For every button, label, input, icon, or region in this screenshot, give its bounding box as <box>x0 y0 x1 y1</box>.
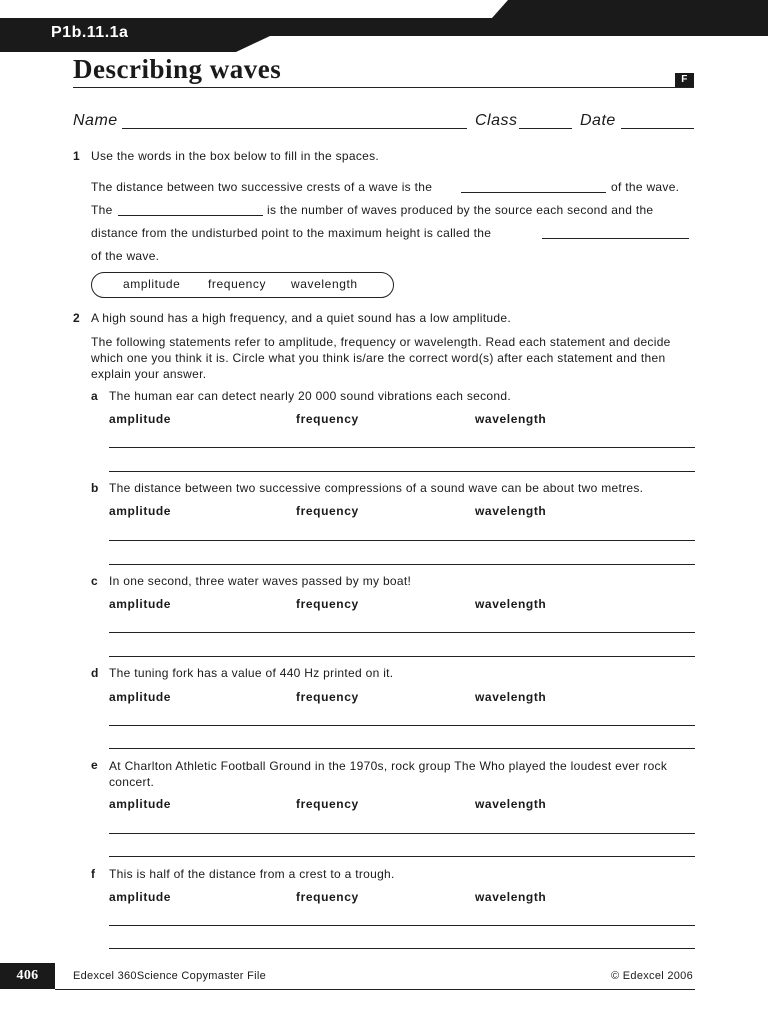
item-f-text: This is half of the distance from a crest to a trough. <box>109 867 395 881</box>
word-box-item-wavelength: wavelength <box>291 277 358 291</box>
item-a-answer-line-1[interactable] <box>109 447 695 448</box>
item-e-answer-line-2[interactable] <box>109 856 695 857</box>
q1-blank-2[interactable] <box>118 215 263 216</box>
class-label: Class <box>475 112 518 129</box>
item-b-choice-frequency[interactable]: frequency <box>296 504 359 518</box>
item-d-answer-line-2[interactable] <box>109 748 695 749</box>
item-e-text: At Charlton Athletic Football Ground in the 1970s, rock group The Who played the loudest ever rock concert. <box>109 759 668 789</box>
item-e-choice-wavelength[interactable]: wavelength <box>475 797 547 811</box>
question-2-intro: A high sound has a high frequency, and a quiet sound has a low amplitude. <box>91 311 511 325</box>
item-c-choice-wavelength[interactable]: wavelength <box>475 597 547 611</box>
item-b-choice-wavelength[interactable]: wavelength <box>475 504 547 518</box>
footer-source: Edexcel 360Science Copymaster File <box>73 970 267 982</box>
item-f-choice-amplitude[interactable]: amplitude <box>109 890 172 904</box>
page-title: Describing waves <box>73 54 282 84</box>
item-c-text: In one second, three water waves passed by my boat! <box>109 574 412 588</box>
item-c-answer-line-2[interactable] <box>109 656 695 657</box>
date-field[interactable] <box>621 128 694 129</box>
item-b-text: The distance between two successive compressions of a sound wave can be about two metres. <box>109 481 644 495</box>
item-e-choice-frequency[interactable]: frequency <box>296 797 359 811</box>
worksheet-code: P1b.11.1a <box>51 24 129 41</box>
item-d-letter: d <box>91 666 99 680</box>
q1-line2-start: The <box>91 203 113 217</box>
item-a-choice-wavelength[interactable]: wavelength <box>475 412 547 426</box>
question-1-prompt: Use the words in the box below to fill in the spaces. <box>91 149 380 163</box>
item-d-choice-wavelength[interactable]: wavelength <box>475 690 547 704</box>
question-2-number: 2 <box>73 311 80 325</box>
item-e-letter: e <box>91 758 98 772</box>
item-c-answer-line-1[interactable] <box>109 632 695 633</box>
q1-blank-3[interactable] <box>542 238 689 239</box>
item-f-letter: f <box>91 867 96 881</box>
item-d-choice-amplitude[interactable]: amplitude <box>109 690 172 704</box>
item-f-answer-line-1[interactable] <box>109 925 695 926</box>
item-e-answer-line-1[interactable] <box>109 833 695 834</box>
q1-line1-start: The distance between two successive crests of a wave is the <box>91 180 433 194</box>
question-2-instructions: The following statements refer to amplitude, frequency or wavelength. Read each statement and decide which one you think it is. Circle what you think is/are the correct word(s) after each statement and then explain your answer. <box>91 335 671 381</box>
item-a-letter: a <box>91 389 98 403</box>
item-c-letter: c <box>91 574 98 588</box>
word-box-item-frequency: frequency <box>208 277 267 291</box>
q1-line2-end: is the number of waves produced by the source each second and the <box>267 203 654 217</box>
item-f-choice-wavelength[interactable]: wavelength <box>475 890 547 904</box>
date-label: Date <box>580 112 616 129</box>
item-a-choice-frequency[interactable]: frequency <box>296 412 359 426</box>
item-f-choice-frequency[interactable]: frequency <box>296 890 359 904</box>
item-b-choice-amplitude[interactable]: amplitude <box>109 504 172 518</box>
item-d-choice-frequency[interactable]: frequency <box>296 690 359 704</box>
q1-blank-1[interactable] <box>461 192 606 193</box>
item-a-answer-line-2[interactable] <box>109 471 695 472</box>
footer-divider <box>55 989 695 990</box>
item-e-choice-amplitude[interactable]: amplitude <box>109 797 172 811</box>
q1-line4: of the wave. <box>91 249 160 263</box>
tier-badge: F <box>675 73 694 87</box>
item-d-answer-line-1[interactable] <box>109 725 695 726</box>
item-b-answer-line-2[interactable] <box>109 564 695 565</box>
item-b-letter: b <box>91 481 99 495</box>
item-d-text: The tuning fork has a value of 440 Hz printed on it. <box>109 666 394 680</box>
footer-copyright: © Edexcel 2006 <box>611 970 694 982</box>
q1-line1-end: of the wave. <box>611 180 680 194</box>
page-number: 406 <box>0 963 55 989</box>
item-c-choice-amplitude[interactable]: amplitude <box>109 597 172 611</box>
item-b-answer-line-1[interactable] <box>109 540 695 541</box>
title-divider <box>73 87 694 88</box>
name-field[interactable] <box>122 128 467 129</box>
class-field[interactable] <box>519 128 572 129</box>
question-1-number: 1 <box>73 149 80 163</box>
q1-line3-start: distance from the undisturbed point to the maximum height is called the <box>91 226 492 240</box>
word-box-item-amplitude: amplitude <box>123 277 181 291</box>
item-a-choice-amplitude[interactable]: amplitude <box>109 412 172 426</box>
item-f-answer-line-2[interactable] <box>109 948 695 949</box>
name-label: Name <box>73 112 118 129</box>
item-a-text: The human ear can detect nearly 20 000 sound vibrations each second. <box>109 389 511 403</box>
item-c-choice-frequency[interactable]: frequency <box>296 597 359 611</box>
